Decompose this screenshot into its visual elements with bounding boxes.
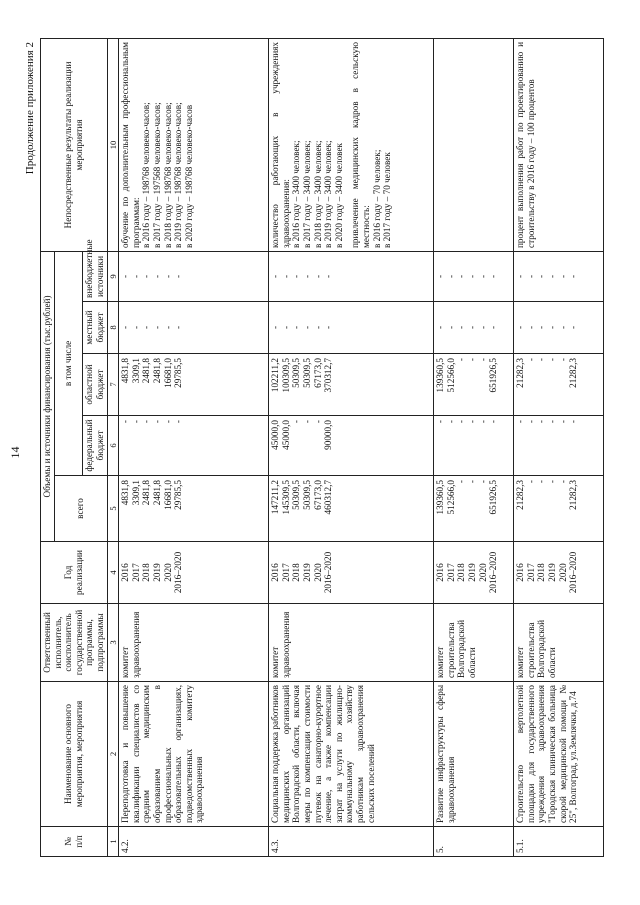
- total-cell: 139360,5 512566,0 - - - 651926,5: [434, 476, 514, 542]
- header-federal: федеральный бюджет: [83, 416, 107, 476]
- result-line: в 2017 году – 197568 человеко-часов;: [151, 102, 162, 248]
- measure-name: Развитие инфраструктуры сферы здравоохранения: [434, 682, 514, 827]
- federal-cell: - - - - - -: [119, 416, 269, 476]
- measure-name: Переподготовка и повышение квалификации специалистов со средним медицинским образованием в профессиональных образовательных организациях, подведомственных комитету здравоохранения: [119, 682, 269, 827]
- result-line: обучение по дополнительным профессиональным программам:: [120, 42, 141, 248]
- header-name: Наименование основного мероприятия, мероприятия: [41, 682, 108, 827]
- table-row: [119, 39, 269, 857]
- local-cell: - - - - - -: [514, 302, 604, 354]
- years-cell: 2016 2017 2018 2019 2020 2016–2020: [119, 542, 269, 604]
- measure-name: Строительство вертолетной площадки для государственного учреждения здравоохранения "Городская клиническая больница скорой медицинской помощи № 25", Волгоград, ул.Землячки, д.74: [514, 682, 604, 827]
- header-year: Год реализации: [41, 542, 108, 604]
- regional-cell: 102211,2 100309,5 50309,5 50309,5 67173,0 370312,7: [269, 354, 434, 416]
- program-table: [40, 38, 604, 857]
- result-line: в 2018 году – 3400 человек;: [312, 140, 323, 248]
- total-cell: 4831,8 3309,1 2481,8 2481,8 16681,0 29785,5: [119, 476, 269, 542]
- result-line: в 2016 году – 198768 человеко-часов;: [141, 102, 152, 248]
- header-local: местный бюджет: [83, 302, 107, 354]
- result-line: привлечение медицинских кадров в сельскую местность:: [350, 42, 371, 248]
- page-number: 14: [8, 446, 22, 459]
- extrabudget-cell: - - - - - -: [269, 252, 434, 302]
- years-cell: 2016 2017 2018 2019 2020 2016–2020: [434, 542, 514, 604]
- row-number: 5.: [434, 827, 514, 857]
- measure-name: Социальная поддержка работников медицинских организаций Волгоградской области, включая меры по компенсации стоимости путевок на санаторно-курортное лечение, а также компенсации затрат на услуги по жилищно-коммунальному хозяйству работникам здравоохранения сельских поселений: [269, 682, 434, 827]
- extrabudget-cell: - - - - - -: [434, 252, 514, 302]
- result-line: в 2020 году – 198768 человеко-часов: [183, 104, 194, 248]
- row-number: 4.2.: [119, 827, 269, 857]
- federal-cell: 45000,0 45000,0 - - - 90000,0: [269, 416, 434, 476]
- header-extrabudget: внебюджетные источники: [83, 252, 107, 302]
- responsible-executor: комитет строительства Волгоградской области: [514, 604, 604, 682]
- header-num: № п/п: [41, 827, 108, 857]
- responsible-executor: комитет здравоохранения: [119, 604, 269, 682]
- extrabudget-cell: - - - - - -: [514, 252, 604, 302]
- row-number: 4.3.: [269, 827, 434, 857]
- header-funding: Объемы и источники финансирования (тыс.рублей): [41, 252, 55, 542]
- colnum: 9: [107, 252, 119, 302]
- years-cell: 2016 2017 2018 2019 2020 2016–2020: [514, 542, 604, 604]
- federal-cell: - - - - - -: [514, 416, 604, 476]
- total-cell: 147211,2 145309,5 50309,5 50309,5 67173,0 460312,7: [269, 476, 434, 542]
- header-responsible: Ответственный исполнитель, соисполнитель государственной программы, подпрограммы: [41, 604, 108, 682]
- result-line: в 2018 году – 198768 человеко-часов;: [162, 102, 173, 248]
- colnum: 2: [107, 682, 119, 827]
- colnum: 5: [107, 476, 119, 542]
- local-cell: - - - - - -: [119, 302, 269, 354]
- result-line: количество работающих в учреждениях здравоохранения:: [270, 42, 291, 248]
- local-cell: - - - - - -: [434, 302, 514, 354]
- table-row: [269, 39, 434, 857]
- header-total: всего: [54, 476, 107, 542]
- continuation-title: Продолжение приложения 2: [24, 42, 36, 175]
- total-cell: 21282,3 - - - - 21282,3: [514, 476, 604, 542]
- responsible-executor: комитет здравоохранения: [269, 604, 434, 682]
- header-result: Непосредственные результаты реализации мероприятия: [41, 39, 108, 252]
- colnum: 3: [107, 604, 119, 682]
- colnum: 1: [107, 827, 119, 857]
- header-including: в том числе: [54, 252, 83, 476]
- regional-cell: 139360,5 512566,0 - - - 651926,5: [434, 354, 514, 416]
- result-line: в 2019 году – 3400 человек;: [323, 140, 334, 248]
- result-cell: [119, 39, 269, 252]
- colnum: 7: [107, 354, 119, 416]
- regional-cell: 21282,3 - - - - 21282,3: [514, 354, 604, 416]
- table-row: [434, 39, 514, 857]
- result-cell: [269, 39, 434, 252]
- result-line: в 2016 году – 3400 человек;: [291, 140, 302, 248]
- table-row: [514, 39, 604, 857]
- result-line: в 2016 году – 70 человек;: [371, 149, 382, 248]
- result-line: в 2017 году – 3400 человек;: [301, 140, 312, 248]
- result-line: процент выполнения работ по проектированию и строительству в 2016 году – 100 процентов: [515, 42, 536, 248]
- result-cell: [514, 39, 604, 252]
- extrabudget-cell: - - - - - -: [119, 252, 269, 302]
- result-line: в 2019 году – 198768 человеко-часов;: [173, 102, 184, 248]
- colnum: 10: [107, 39, 119, 252]
- result-line: в 2017 году – 70 человек: [382, 152, 393, 248]
- header-regional: областной бюджет: [83, 354, 107, 416]
- column-numbers-row: [107, 39, 119, 857]
- regional-cell: 4831,8 3309,1 2481,8 2481,8 16681,0 29785,5: [119, 354, 269, 416]
- result-cell: [434, 39, 514, 252]
- row-number: 5.1.: [514, 827, 604, 857]
- colnum: 8: [107, 302, 119, 354]
- local-cell: - - - - - -: [269, 302, 434, 354]
- federal-cell: - - - - - -: [434, 416, 514, 476]
- colnum: 6: [107, 416, 119, 476]
- years-cell: 2016 2017 2018 2019 2020 2016–2020: [269, 542, 434, 604]
- responsible-executor: комитет строительства Волгоградской области: [434, 604, 514, 682]
- colnum: 4: [107, 542, 119, 604]
- result-line: в 2020 году – 3400 человек: [333, 142, 344, 248]
